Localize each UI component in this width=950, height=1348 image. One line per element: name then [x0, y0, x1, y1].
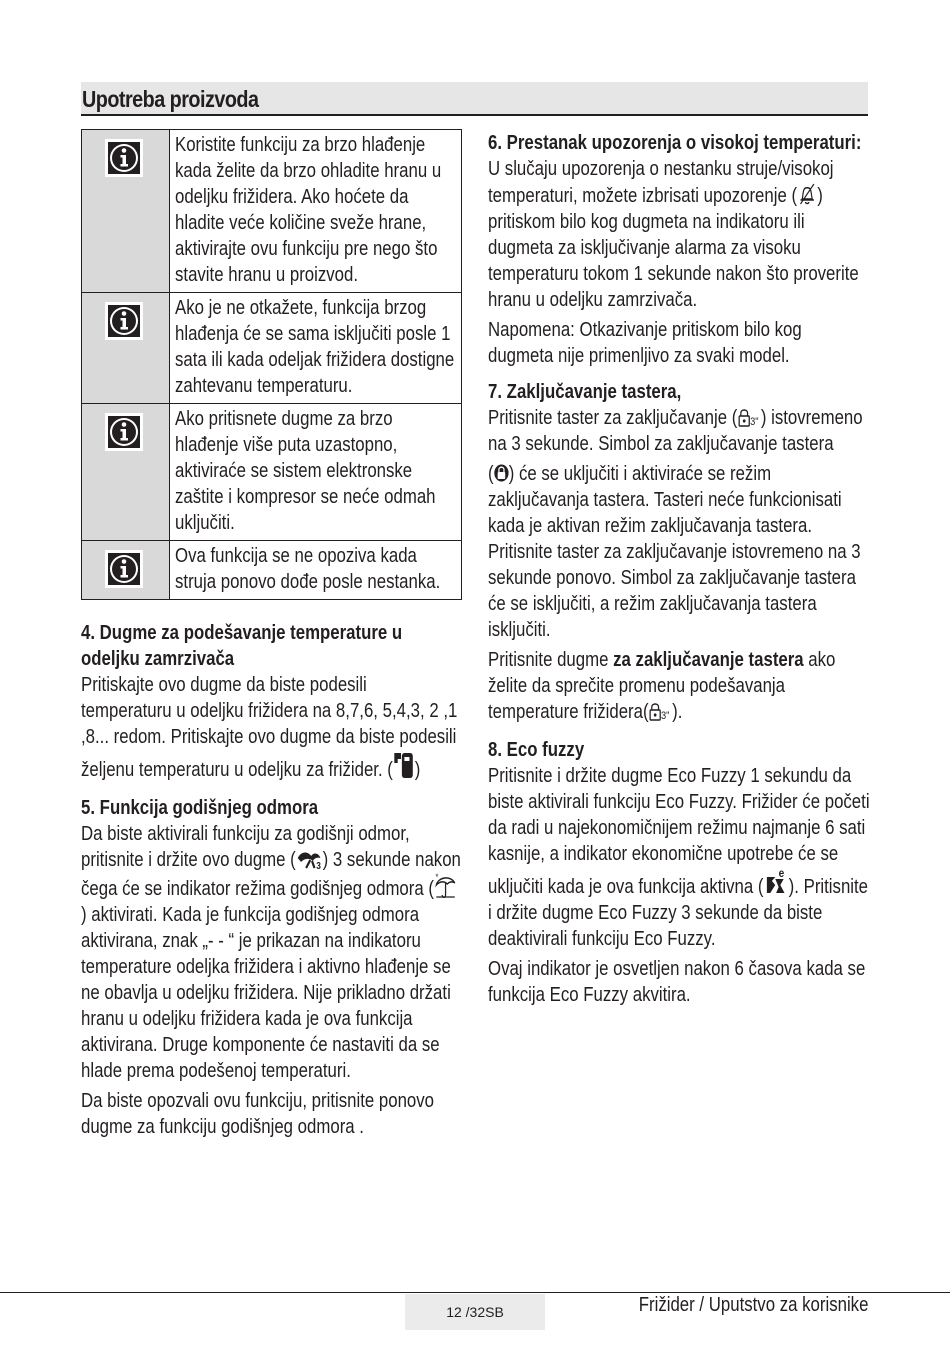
section-4-heading: 4. Dugme za podešavanje temperature u odeljku zamrzivača	[81, 622, 403, 670]
svg-text:3: 3	[315, 860, 321, 870]
note-row	[82, 293, 462, 404]
right-column	[488, 130, 870, 1008]
info-icon	[105, 413, 143, 451]
section-5-paragraph: Da biste aktivirali funkciju za godišnji odmor, pritisnite i držite ovo dugme ( 3 ) 3 sekunde nakon čega će se indikator režima godišnjeg odmora ( * ) aktivirati. Kada je funkcija godišnjeg odmora aktivirana, znak „- - “ je prikazan na indikatoru temperature odeljka frižidera i aktivno hlađenje se ne obavlja u odeljku frižidera. Nije prikladno držati hranu u odeljku frižidera kada je ova funkcija aktivirana. Druge komponente će nastaviti da se hlade prema podešenoj temperaturi.	[81, 823, 461, 1082]
section-8	[488, 737, 870, 1008]
page-title: Upotreba proizvoda	[82, 86, 259, 112]
section-6-heading: 6. Prestanak upozorenja o visokoj temperaturi:	[488, 132, 862, 154]
svg-text:*: *	[435, 873, 439, 883]
svg-text:e: e	[778, 867, 785, 881]
section-7	[488, 379, 870, 725]
section-5-heading: 5. Funkcija godišnjeg odmora	[81, 797, 319, 819]
key-lock-button-icon	[737, 406, 761, 428]
note-row	[82, 404, 462, 541]
lock-button-label: 3"	[749, 416, 759, 428]
footer-document-title: Frižider / Uputstvo za korisnike	[638, 1294, 868, 1316]
note-text: Koristite funkciju za brzo hlađenje kada želite da brzo ohladite hranu u odeljku frižidera. Ako hoćete da hladite veće količine sveže hrane, aktivirajte ovu funkciju pre nego što stavite hranu u proizvod.	[175, 134, 442, 286]
page-number: 12 /32SB	[405, 1294, 545, 1330]
note-text: Ako pritisnete dugme za brzo hlađenje više puta uzastopno, aktiviraće se sistem elektronske zaštite i kompresor se neće odmah uključiti.	[175, 408, 436, 534]
section-5	[81, 795, 462, 1140]
section-5-cancel-text: Da biste opozvali ovu funkciju, pritisnite ponovo dugme za funkciju godišnjeg odmora .	[81, 1090, 434, 1138]
note-row	[82, 541, 462, 600]
section-8-note: Ovaj indikator je osvetljen nakon 6 časova kada se funkcija Eco Fuzzy akvitira.	[488, 958, 866, 1006]
eco-fuzzy-icon	[763, 867, 788, 897]
lock-indicator-icon	[494, 462, 509, 484]
section-7-paragraph-3: Pritisnite dugme za zaključavanje tastera ako želite da sprečite promenu podešavanja temperature frižidera( 3" ).	[488, 649, 836, 723]
note-row	[82, 130, 462, 293]
note-text: Ako je ne otkažete, funkcija brzog hlađenja će se sama isključiti posle 1 sata ili kada odeljak frižidera dostigne zahtevanu temperaturu.	[175, 297, 455, 397]
section-7-paragraph-2: ( ) će se uključiti i aktiviraće se režim zaključavanja tastera. Tasteri neće funkcionisati kada je aktivan režim zaključavanja tastera. Pritisnite taster za zaključavanje istovremeno na 3 sekunde ponovo. Simbol za zaključavanje tastera će se isključiti, a režim zaključavanja tastera isključiti.	[488, 463, 861, 641]
section-6-note: Napomena: Otkazivanje pritiskom bilo kog dugmeta nije primenljivo za svaki model.	[488, 319, 802, 367]
section-4	[81, 620, 462, 783]
section-title-bar	[81, 82, 868, 116]
info-icon	[105, 550, 143, 588]
left-column	[81, 129, 462, 1140]
section-4-text: Pritiskajte ovo dugme da biste podesili temperaturu u odeljku frižidera na 8,7,6, 5,4,3, 2 ,1 ,8... redom. Pritiskajte ovo dugme da biste podesili željenu temperaturu u odeljku za frižider. ( )	[81, 674, 458, 781]
umbrella-icon	[434, 873, 458, 899]
notes-table	[81, 129, 462, 600]
section-8-paragraph: Pritisnite i držite dugme Eco Fuzzy 1 sekundu da biste aktivirali funkciju Eco Fuzzy. Frižider će početi da radi u najekonomičnijem režimu najmanje 6 sati kasnije, a indikator ekonomične upotrebe će se uključiti kada je ova funkcija aktivna ( e ). Pritisnite i držite dugme Eco Fuzzy 3 sekunde da biste deaktivirali funkciju Eco Fuzzy.	[488, 765, 870, 950]
section-8-heading: 8. Eco fuzzy	[488, 739, 585, 761]
section-7-paragraph-1: Pritisnite taster za zaključavanje ( 3" ) istovremeno na 3 sekunde. Simbol za zaključavanje tastera	[488, 407, 863, 455]
info-icon	[105, 302, 143, 340]
info-icon	[105, 139, 143, 177]
section-7-heading: 7. Zaključavanje tastera,	[488, 381, 682, 403]
vacation-button-icon	[296, 848, 323, 870]
fridge-temperature-icon	[393, 750, 415, 780]
note-text: Ova funkcija se ne opoziva kada struja ponovo dođe posle nestanka.	[175, 545, 441, 593]
lock-button-label: 3"	[661, 710, 670, 722]
section-6	[488, 130, 870, 369]
alarm-off-icon	[797, 182, 817, 206]
section-6-paragraph: U slučaju upozorenja o nestanku struje/visokoj temperaturi, možete izbrisati upozorenje ( ) pritiskom bilo kog dugmeta na indikatoru ili dugmeta za isključivanje alarma za visoku temperaturu tokom 1 sekunde nakon što proverite hranu u odeljku zamrzivača.	[488, 158, 859, 311]
footer-divider	[0, 1292, 950, 1293]
key-lock-button-icon	[649, 700, 673, 722]
